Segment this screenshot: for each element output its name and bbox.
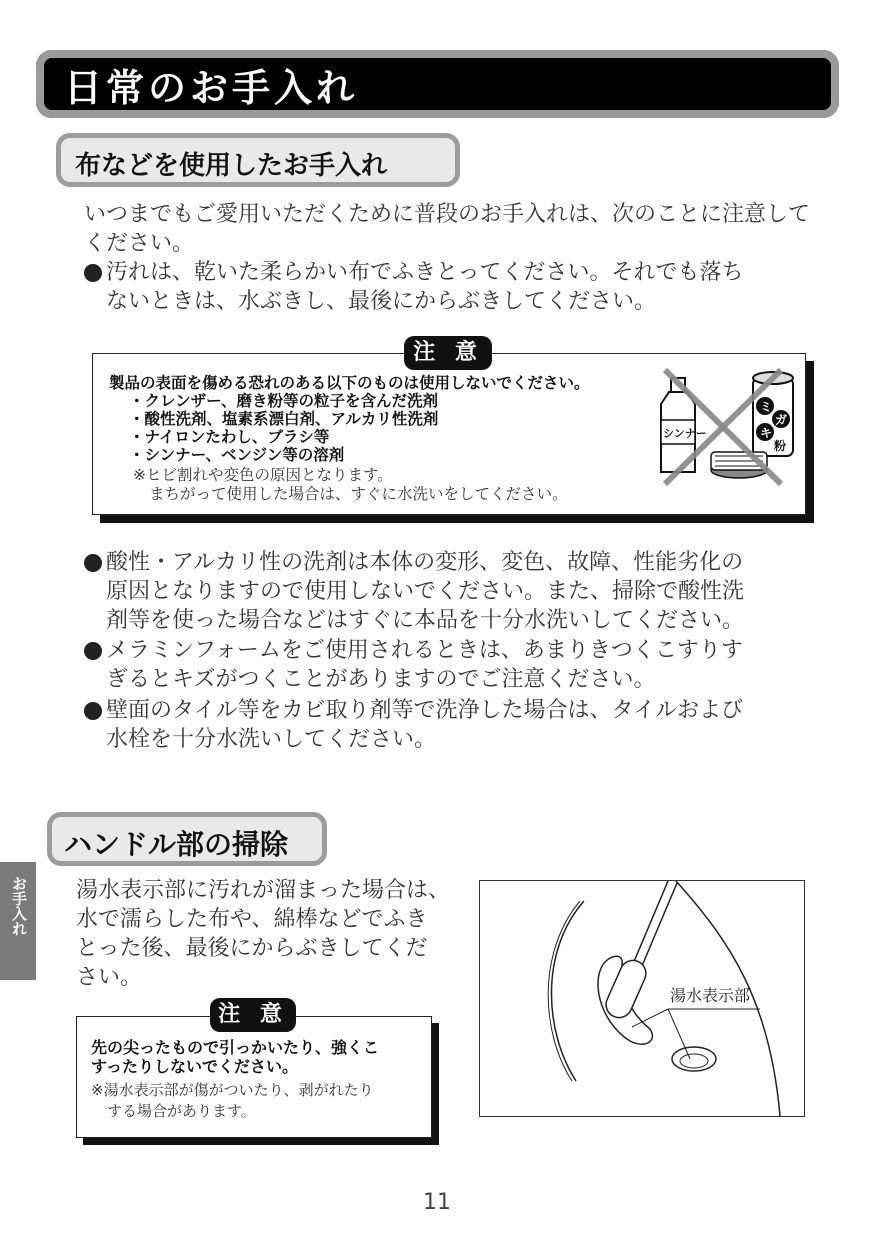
section-heading-cloth [56,133,460,187]
bullet-line: 剤等を使った場合などはすぐに本品を十分水洗いしてください。 [106,608,745,633]
prohibited-items-illustration [653,364,803,488]
bullet-line: ないときは、水ぶきし、最後にからぶきしてください。 [106,289,657,314]
bullet-dry-cloth [84,258,824,318]
bullet-line: 汚れは、乾いた柔らかい布でふきとってください。それでも落ち [106,260,744,285]
caution-note: まちがって使用した場合は、すぐに水洗いをしてください。 [149,485,568,503]
caution-item: ・シンナー、ベンジン等の溶剤 [129,446,345,464]
svg-text:シンナー: シンナー [663,427,707,440]
caution-badge: 注 意 [404,336,492,370]
side-tab-care [0,862,36,980]
handle-illustration [480,881,804,1116]
section-heading-handle-label: ハンドル部の掃除 [64,828,289,861]
page-title: 日常のお手入れ [64,66,359,110]
section-heading-handle [47,812,327,866]
svg-text:ガ: ガ [775,413,788,427]
bullet-melamine [84,636,824,696]
handle-cleaning-text [76,876,466,992]
bullet-dot [84,642,102,660]
caution-item: ・ナイロンたわし、ブラシ等 [129,428,330,446]
caution-box-chemicals [92,353,806,515]
bullet-line: 水栓を十分水洗いしてください。 [106,727,437,752]
bullet-line: メラミンフォームをご使用されるときは、あまりきつくこすりす [106,638,743,663]
text-line: さい。 [76,965,143,990]
caution-note: する場合があります。 [107,1102,256,1120]
svg-text:粉: 粉 [774,439,787,453]
bullet-line: ぎるとキズがつくことがありますのでご注意ください。 [106,667,656,692]
bullet-line: 酸性・アルカリ性の洗剤は本体の変形、変色、故障、性能劣化の [106,550,744,575]
bullet-line: 壁面のタイル等をカビ取り剤等で洗浄した場合は、タイルおよび [106,698,744,723]
caution-line: すったりしないでください。 [91,1057,299,1076]
handle-diagram [479,880,805,1117]
caution-item: ・酸性洗剤、塩素系漂白剤、アルカリ性洗剤 [129,410,439,428]
bullet-dot [84,702,102,720]
text-line: 水で濡らした布や、綿棒などでふき [76,907,428,932]
intro-paragraph: いつまでもご愛用いただくために普段のお手入れは、次のことに注意してください。 [84,202,811,256]
page-number: 11 [423,1190,451,1215]
caution-box-scratch [76,1016,432,1138]
cleanser-can-icon [753,372,793,456]
caution-note: ※湯水表示部が傷がついたり、剥がれたり [91,1081,374,1099]
bullet-dot [84,264,102,282]
bullet-acid-alkali [84,548,824,638]
caution-badge: 注 意 [210,998,296,1032]
caution-heading: 製品の表面を傷める恐れのある以下のものは使用しないでください。 [109,374,590,392]
page-title-banner [36,50,839,118]
text-line: 湯水表示部に汚れが溜まった場合は、 [76,878,451,903]
svg-text:キ: キ [760,426,773,440]
bullet-line: 原因となりますので使用しないでください。また、掃除で酸性洗 [106,579,745,604]
diagram-label: 湯水表示部 [670,986,751,1005]
text-line: とった後、最後にからぶきしてくだ [76,936,428,961]
svg-text:ミ: ミ [760,400,773,414]
caution-line: 先の尖ったもので引っかいたり、強くこ [91,1038,380,1057]
side-tab-label: お手入れ [10,876,28,936]
bullet-tile-mold [84,696,824,756]
caution-item: ・クレンザー、磨き粉等の粒子を含んだ洗剤 [129,392,438,410]
caution-note: ※ヒビ割れや変色の原因となります。 [133,466,393,484]
section-heading-cloth-label: 布などを使用したお手入れ [75,151,388,181]
bullet-dot [84,554,102,572]
